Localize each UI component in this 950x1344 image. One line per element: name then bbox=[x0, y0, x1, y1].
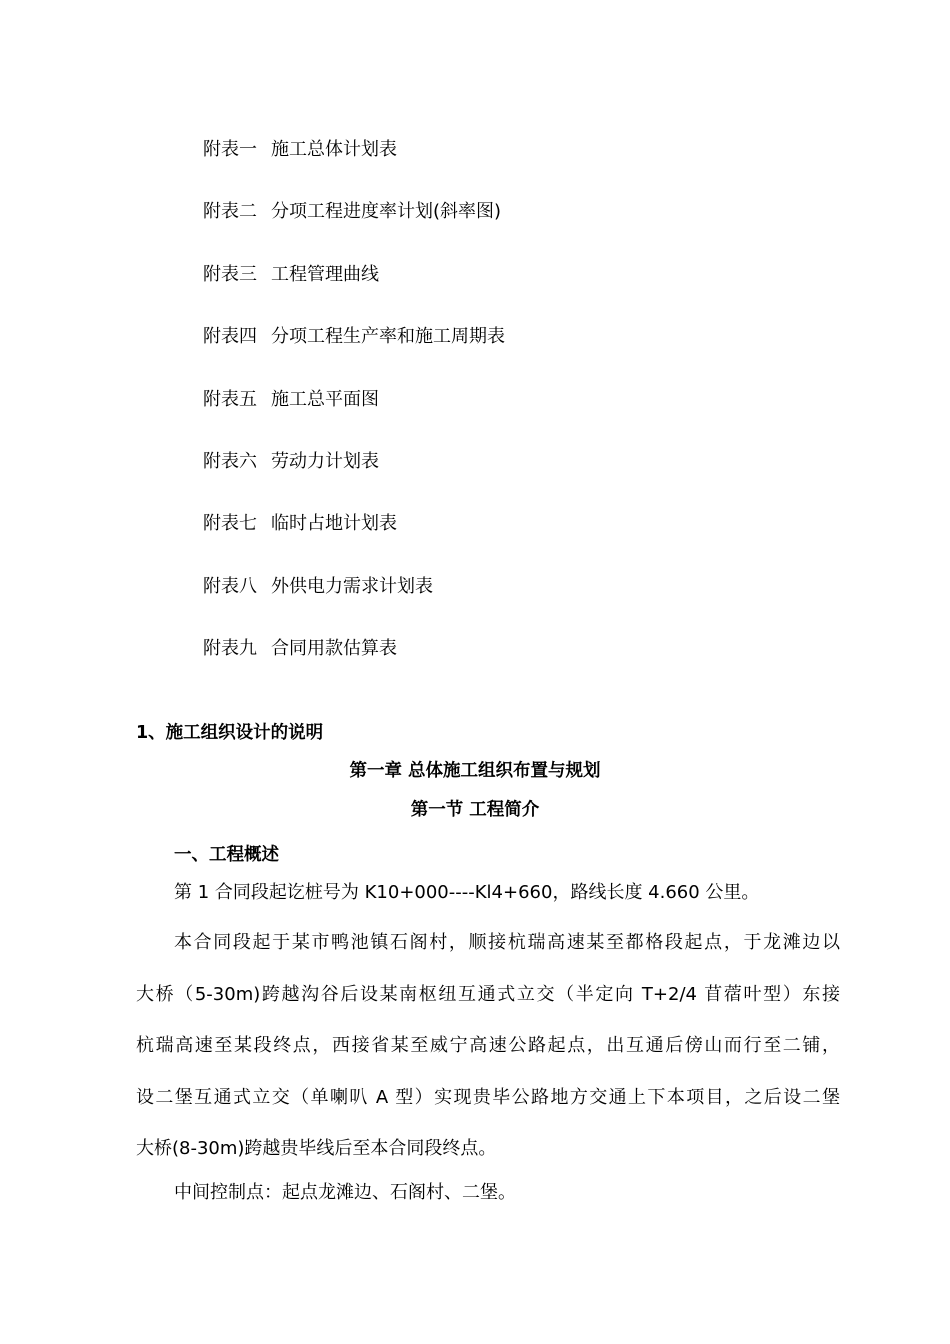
appendix-title: 劳动力计划表 bbox=[271, 450, 379, 472]
appendix-number: 附表三 bbox=[203, 263, 257, 285]
chapter-title: 第一章 总体施工组织布置与规划 bbox=[349, 761, 601, 781]
paragraph-line: 本合同段起于某市鸭池镇石阁村，顺接杭瑞高速某至都格段起点，于龙滩边以 bbox=[174, 932, 840, 953]
appendix-item bbox=[203, 510, 505, 572]
paragraph-description bbox=[136, 930, 840, 1188]
paragraph-line: 大桥(8-30m)跨越贵毕线后至本合同段终点。 bbox=[136, 1138, 497, 1159]
appendix-title: 施工总平面图 bbox=[271, 388, 379, 410]
appendix-number: 附表五 bbox=[203, 388, 257, 410]
subsection-title: 一、工程概述 bbox=[174, 845, 279, 865]
appendix-item bbox=[203, 261, 505, 323]
appendix-item bbox=[203, 386, 505, 448]
appendix-number: 附表八 bbox=[203, 575, 257, 597]
appendix-item bbox=[203, 448, 505, 510]
appendix-title: 外供电力需求计划表 bbox=[271, 575, 433, 597]
appendix-number: 附表六 bbox=[203, 450, 257, 472]
paragraph-route-length bbox=[136, 880, 840, 932]
appendix-item bbox=[203, 323, 505, 385]
appendix-title: 工程管理曲线 bbox=[271, 263, 379, 285]
paragraph-line: 中间控制点：起点龙滩边、石阁村、二堡。 bbox=[174, 1182, 516, 1203]
appendix-title: 分项工程进度率计划(斜率图) bbox=[271, 201, 502, 223]
appendix-number: 附表一 bbox=[203, 139, 257, 160]
paragraph-line: 大桥（5-30m)跨越沟谷后设某南枢纽互通式立交（半定向 T+2/4 苜蓿叶型）东接 bbox=[136, 983, 840, 1005]
appendix-number: 附表四 bbox=[203, 326, 257, 348]
section-title: 第一节 工程简介 bbox=[410, 800, 540, 820]
appendix-item bbox=[203, 198, 505, 260]
appendix-title: 分项工程生产率和施工周期表 bbox=[271, 326, 505, 348]
appendix-number: 附表二 bbox=[203, 201, 257, 223]
appendix-title: 施工总体计划表 bbox=[271, 139, 397, 160]
section-heading: 1、施工组织设计的说明 bbox=[136, 723, 324, 743]
appendix-title: 合同用款估算表 bbox=[271, 638, 397, 660]
paragraph-line: 杭瑞高速至某段终点，西接省某至威宁高速公路起点，出互通后傍山而行至二铺， bbox=[136, 1035, 840, 1056]
paragraph-control-points bbox=[136, 1180, 840, 1232]
appendix-item bbox=[203, 136, 505, 198]
paragraph-line: 设二堡互通式立交（单喇叭 A 型）实现贵毕公路地方交通上下本项目，之后设二堡 bbox=[136, 1086, 840, 1108]
appendix-item bbox=[203, 635, 505, 697]
appendix-number: 附表七 bbox=[203, 513, 257, 535]
appendix-item bbox=[203, 573, 505, 635]
appendix-title: 临时占地计划表 bbox=[271, 513, 397, 535]
appendix-list bbox=[203, 136, 505, 698]
paragraph-line: 第 1 合同段起讫桩号为 K10+000----Kl4+660，路线长度 4.660 公里。 bbox=[174, 882, 760, 903]
appendix-number: 附表九 bbox=[203, 638, 257, 660]
